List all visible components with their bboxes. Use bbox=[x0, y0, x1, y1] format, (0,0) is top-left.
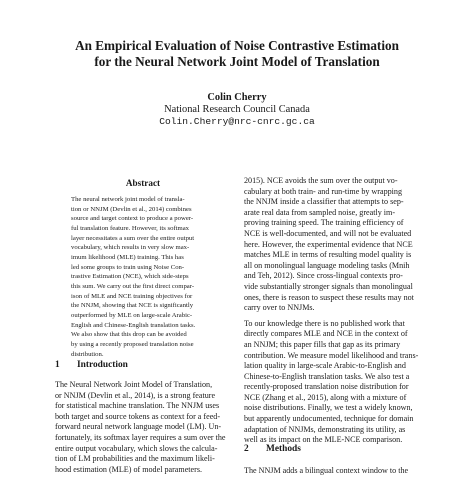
text-line: an NNJM; this paper fills that gap as its primary bbox=[244, 339, 401, 349]
abstract-heading: Abstract bbox=[125, 178, 161, 188]
abstract-line: this sum. We carry out the first direct compar- bbox=[71, 282, 195, 290]
paper-title bbox=[40, 38, 434, 70]
text-line: NCE is well-documented, and will not be evaluated bbox=[244, 228, 412, 238]
right-column bbox=[244, 176, 426, 446]
section-introduction-heading bbox=[55, 360, 128, 371]
abstract-line: English and Chinese-English translation tasks. bbox=[71, 321, 196, 329]
text-line: forward neural network language model (LM). Un- bbox=[55, 422, 222, 432]
text-line: carry over to NNJMs. bbox=[244, 303, 315, 313]
text-line: contribution. We measure model likelihood and trans- bbox=[244, 350, 419, 360]
text-line: matches MLE in terms of resulting model quality is bbox=[244, 250, 412, 260]
section-title: Introduction bbox=[77, 360, 128, 370]
abstract-line: The neural network joint model of transla- bbox=[71, 196, 185, 203]
abstract-line: We also show that this drop can be avoided bbox=[71, 331, 187, 339]
abstract-line: vocabulary, which results in very slow max- bbox=[71, 244, 190, 252]
introduction-body bbox=[55, 380, 235, 475]
text-line: but apparently undocumented, technique for domain bbox=[244, 414, 414, 424]
methods-body bbox=[244, 466, 426, 477]
text-line: the NNJM inside a classifier that attempts to sep- bbox=[244, 197, 404, 207]
text-line: directly compares MLE and NCE in the context of bbox=[244, 329, 408, 339]
abstract-line: by using a recently proposed translation noise bbox=[71, 340, 194, 348]
abstract-line: imum likelihood (MLE) training. This has bbox=[71, 253, 184, 261]
text-line: fortunately, its softmax layer requires a sum over the bbox=[55, 432, 226, 442]
text-line: NCE (Zhang et al., 2015), along with a mixture of bbox=[244, 392, 407, 402]
right-paragraph-2 bbox=[244, 319, 426, 446]
abstract-line: ison of MLE and NCE training objectives for bbox=[71, 292, 193, 300]
abstract-line: tion or NNJM (Devlin et al., 2014) combines bbox=[71, 205, 192, 213]
text-line: both target and source tokens as context for a feed- bbox=[55, 411, 221, 421]
text-line: lation quality in large-scale Arabic-to-English and bbox=[244, 361, 406, 371]
text-line: and Teh, 2012). Since cross-lingual contexts pro- bbox=[244, 271, 403, 281]
text-line: arate real data from sampled noise, greatly im- bbox=[244, 207, 396, 217]
title-line-1: An Empirical Evaluation of Noise Contrastive Estimation bbox=[75, 38, 399, 53]
abstract-line: source and target context to produce a power- bbox=[71, 215, 194, 223]
author-block bbox=[40, 92, 434, 128]
abstract-line: layer necessitates a sum over the entire output bbox=[71, 234, 195, 242]
text-line: cabulary at both train- and run-time by wrapping bbox=[244, 186, 403, 196]
text-line: Chinese-to-English translation tasks. We also test a bbox=[244, 371, 410, 381]
text-line: The Neural Network Joint Model of Translation, bbox=[55, 380, 213, 389]
text-line: for statistical machine translation. The NNJM uses bbox=[55, 401, 220, 411]
abstract-body bbox=[71, 195, 225, 359]
text-line: here. However, the experimental evidence that NCE bbox=[244, 239, 413, 249]
text-line: well as its impact on the MLE-NCE comparison. bbox=[244, 435, 403, 445]
section-title: Methods bbox=[266, 444, 301, 454]
author-name: Colin Cherry bbox=[207, 92, 267, 103]
section-number: 1 bbox=[55, 360, 60, 370]
abstract-line: ful translation feature. However, its softmax bbox=[71, 224, 190, 232]
abstract-line: the NNJM, showing that NCE is significantly bbox=[71, 302, 194, 310]
abstract-line: distribution. bbox=[71, 350, 104, 358]
abstract-line: outperformed by MLE on large-scale Arabic- bbox=[71, 311, 193, 319]
text-line: or NNJM (Devlin et al., 2014), is a strong feature bbox=[55, 390, 216, 400]
text-line: tion of LM probabilities and the maximum likeli- bbox=[55, 454, 215, 464]
text-line: 2015). NCE avoids the sum over the output vo- bbox=[244, 176, 398, 185]
text-line: all on monolingual language modeling tasks (Mnih bbox=[244, 260, 410, 270]
text-line: noise distributions. Finally, we test a widely known, bbox=[244, 403, 413, 413]
abstract-line: trastive Estimation (NCE), which side-steps bbox=[71, 273, 189, 281]
text-line: entire output vocabulary, which slows the calcula- bbox=[55, 443, 218, 453]
title-line-2: for the Neural Network Joint Model of Translation bbox=[94, 54, 380, 69]
text-line: adaptation of NNJMs, demonstrating its utility, as bbox=[244, 424, 406, 434]
author-email: Colin.Cherry@nrc-cnrc.gc.ca bbox=[159, 116, 315, 127]
section-number: 2 bbox=[244, 444, 249, 454]
text-line: recently-proposed translation noise distribution for bbox=[244, 382, 409, 392]
right-paragraph-1 bbox=[244, 176, 426, 314]
text-line: vide substantially stronger signals than monolingual bbox=[244, 281, 413, 291]
section-methods-heading bbox=[244, 444, 301, 455]
text-line: ones, there is reason to suspect these results may not bbox=[244, 292, 414, 302]
text-line: hood estimation (MLE) of model parameters. bbox=[55, 464, 202, 474]
text-line: proving training speed. The training efficiency of bbox=[244, 218, 404, 228]
abstract-line: led some groups to train using Noise Con- bbox=[71, 263, 185, 271]
text-line: To our knowledge there is no published work that bbox=[244, 318, 405, 328]
author-affiliation: National Research Council Canada bbox=[164, 104, 310, 115]
text-line: The NNJM adds a bilingual context window to the bbox=[244, 466, 409, 475]
